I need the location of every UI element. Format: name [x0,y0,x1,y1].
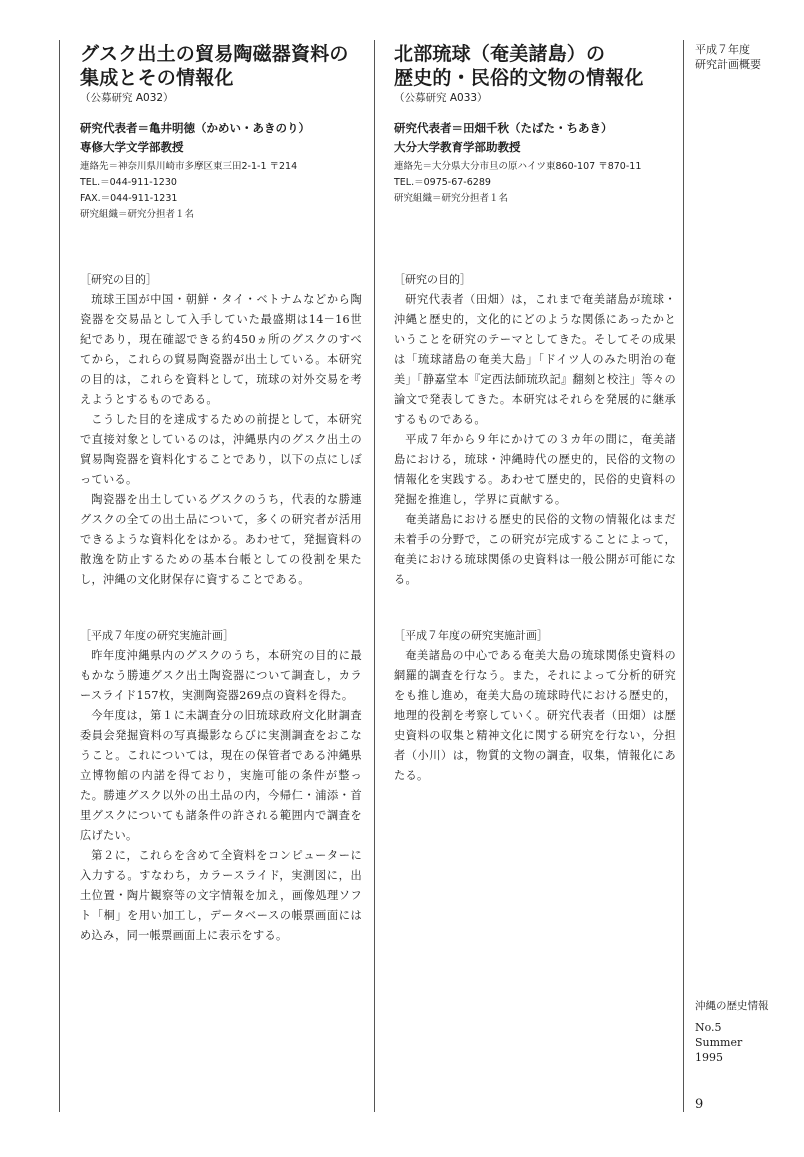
project-code: （公募研究 A033） [394,92,488,104]
paragraph: 琉球王国が中国・朝鮮・タイ・ベトナムなどから陶瓷器を交易品として入手していた最盛期は14－16世紀であり，現在確認できる約450ヵ所のグスクのすべてから，これらの貿易陶瓷器が出土している。本研究の目的は，これらを資料として，琉球の対外交易を考えようとするものである。 [80,293,362,406]
sidebar-year: 平成７年度 [695,43,750,56]
affiliation: 専修大学文学部教授 [80,140,184,154]
paragraph: 第２に，これらを含めて全資料をコンピューターに入力する。すなわち，カラースライド，実測図に，出土位置・陶片観察等の文字情報を加え，画像処理ソフト「桐」を用い加工し，データベースの帳票画面にはめ込み，同一帳票画面上に表示をする。 [80,849,362,942]
title-line: 集成とその情報化 [80,67,234,89]
paragraph: 平成７年から９年にかけての３カ年の間に，奄美諸島における，琉球・沖縄時代の歴史的，民俗的文物の情報化を実践する。あわせて歴史的，民俗的史資料の発掘を推進し，学界に貢献する。 [394,433,676,506]
section-heading: ［平成７年度の研究実施計画］ [80,629,234,642]
project-code: （公募研究 A032） [80,92,174,104]
issue-info [695,1020,742,1065]
paragraph: 奄美諸島の中心である奄美大島の琉球関係史資料の網羅的調査を行なう。また，それによって分析的研究をも推し進め，奄美大島の琉球時代における歴史的，地理的役割を考察していく。研究代表者（田畑）は歴史資料の収集と精神文化に関する研究を行ない，分担者（小川）は，物質的文物の調査，収集，情報化にあたる。 [394,649,676,782]
article-title [80,42,362,90]
representative: 研究代表者＝田畑千秋（たばた・ちあき） [394,121,613,135]
section-purpose [80,270,362,590]
sidebar-header [695,42,795,72]
contact-block [394,159,676,207]
representative: 研究代表者＝亀井明徳（かめい・あきのり） [80,121,310,135]
title-line: 北部琉球（奄美諸島）の [394,43,606,65]
affiliation: 大分大学教育学部助教授 [394,140,521,154]
article-title [394,42,676,90]
paragraph: こうした目的を達成するための前提として，本研究で直接対象としているのは，沖縄県内のグスク出土の貿易陶瓷器を資料化することであり，以下の点にしぼっている。 [80,413,362,486]
title-line: 歴史的・民俗的文物の情報化 [394,67,644,89]
section-purpose [394,270,676,590]
contact-address: 連絡先＝大分県大分市旦の原ハイツ東860-107 〒870-11 [394,161,642,172]
contact-tel: TEL.＝0975-67-6289 [394,177,491,188]
contact-block [80,159,362,223]
center-column-rule [374,40,375,1112]
section-plan [394,626,676,786]
paragraph: 奄美諸島における歴史的民俗的文物の情報化はまだ未着手の分野で，この研究が完成することによって，奄美における琉球関係の史資料は一般公開が可能になる。 [394,513,676,586]
left-column-rule [59,40,60,1112]
title-line: グスク出土の貿易陶磁器資料の [80,43,349,65]
paragraph: 研究代表者（田畑）は，これまで奄美諸島が琉球・沖縄と歴史的，文化的にどのような関係にあったかということを研究のテーマとしてきた。そしてその成果は「琉球諸島の奄美大島」「ドイツ人のみた明治の奄美」「静嘉堂本『定西法師琉玖記』翻刻と校注」等々の論文で発表してきた。本研究はそれらを発展的に継承するものである。 [394,293,676,426]
issue-season: Summer [695,1036,743,1049]
section-heading: ［研究の目的］ [394,273,471,286]
paragraph: 陶瓷器を出土しているグスクのうち，代表的な勝連グスクの全ての出土品について，多くの研究者が活用できるような資料化をはかる。あわせて，発掘資料の散逸を防止するための基本台帳としての役割を果たし，沖縄の文化財保存に資することである。 [80,493,362,586]
paragraph: 今年度は，第１に未調査分の旧琉球政府文化財調査委員会発掘資料の写真撮影ならびに実測調査をおこなうこと。これについては，現在の保管者である沖縄県立博物館の内諾を得ており，実施可能の条件が整った。勝連グスク以外の出土品の内，今帰仁・浦添・首里グスクについても諸条件の許される範囲内で調査を広げたい。 [80,709,362,842]
sidebar-rule [683,40,684,1112]
section-plan [80,626,362,946]
contact-fax: FAX.＝044-911-1231 [80,193,178,204]
contact-tel: TEL.＝044-911-1230 [80,177,177,188]
magazine-title: 沖縄の歴史情報 [695,1000,769,1012]
section-heading: ［平成７年度の研究実施計画］ [394,629,548,642]
page-number: 9 [695,1097,704,1112]
organization: 研究組織＝研究分担者１名 [394,193,509,204]
article-a032 [80,42,362,942]
issue-year: 1995 [695,1051,723,1064]
paragraph: 昨年度沖縄県内のグスクのうち，本研究の目的に最もかなう勝連グスク出土陶瓷器について調査し，カラースライド157枚，実測陶瓷器269点の資料を得た。 [80,649,362,702]
sidebar-subtitle: 研究計画概要 [695,58,761,71]
section-heading: ［研究の目的］ [80,273,157,286]
issue-number: No.5 [695,1021,722,1034]
article-a033 [394,42,676,782]
contact-address: 連絡先＝神奈川県川崎市多摩区東三田2-1-1 〒214 [80,161,298,172]
organization: 研究組織＝研究分担者１名 [80,209,195,220]
